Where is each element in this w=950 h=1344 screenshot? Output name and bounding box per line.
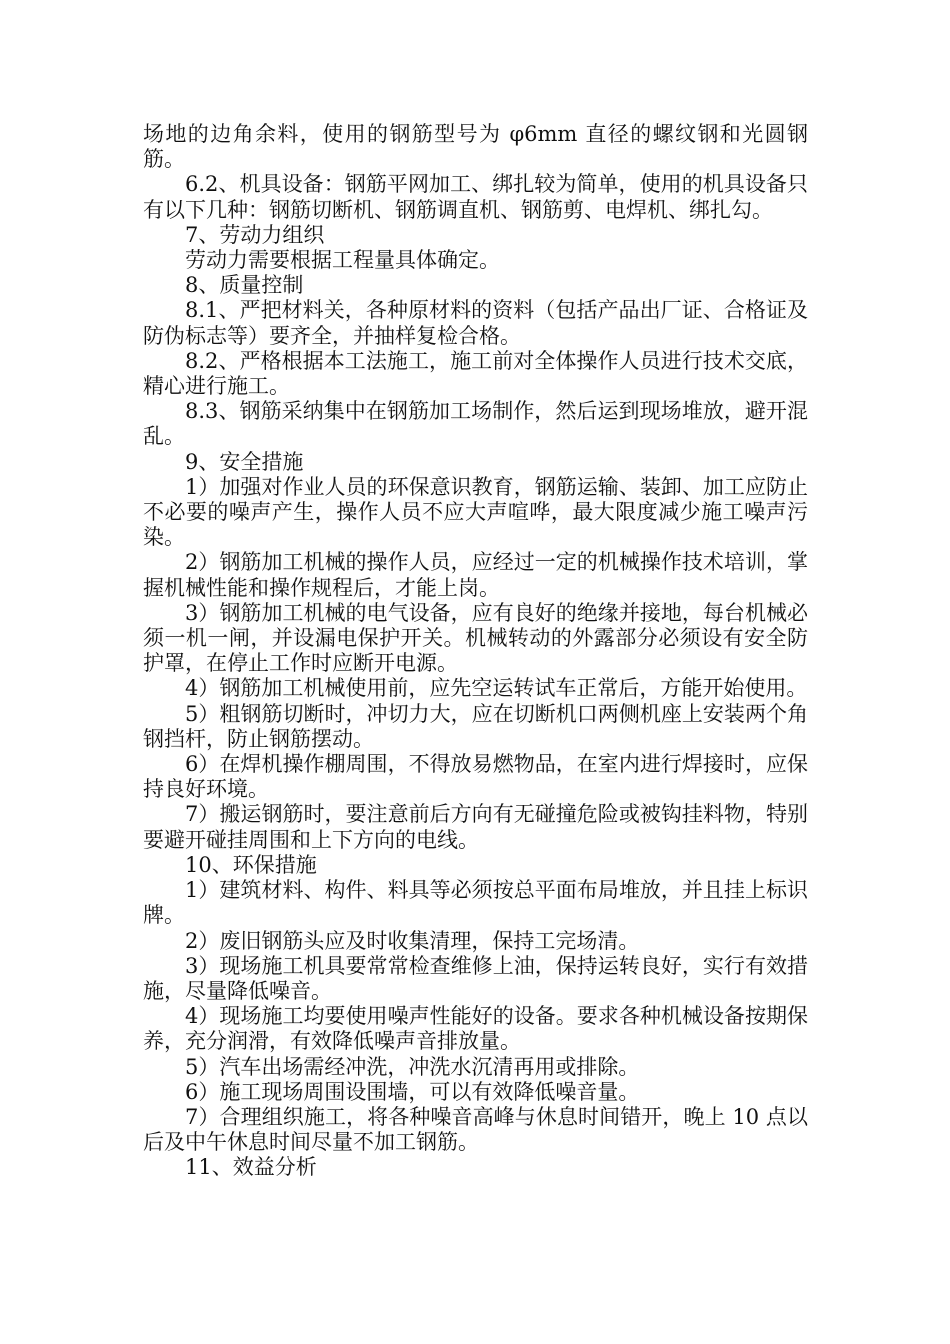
paragraph-labor: 劳动力需要根据工程量具体确定。	[185, 248, 500, 273]
paragraph-env-2: 2）废旧钢筋头应及时收集清理，保持工完场清。	[185, 928, 640, 953]
paragraph-rebar-material-continued: 场地的边角余料，使用的钢筋型号为 φ6mm 直径的螺纹钢和光圆钢筋。	[143, 122, 808, 172]
paragraph-env-5: 5）汽车出场需经冲洗，冲洗水沉清再用或排除。	[185, 1054, 640, 1079]
paragraph-8-2: 8.2、严格根据本工法施工，施工前对全体操作人员进行技术交底，精心进行施工。	[143, 348, 808, 399]
paragraph-8-3: 8.3、钢筋采纳集中在钢筋加工场制作，然后运到现场堆放，避开混乱。	[143, 399, 808, 449]
paragraph-safety-5: 5）粗钢筋切断时，冲切力大，应在切断机口两侧机座上安装两个角钢挡杆，防止钢筋摆动。	[143, 701, 808, 751]
paragraph-safety-3: 3）钢筋加工机械的电气设备，应有良好的绝缘并接地，每台机械必须一机一闸，并设漏电保护开关。机械转动的外露部分必须设有安全防护罩，在停止工作时应断开电源。	[143, 600, 808, 676]
paragraph-safety-1: 1）加强对作业人员的环保意识教育，钢筋运输、装卸、加工应防止不必要的噪声产生，操作人员不应大声喧哗，最大限度减少施工噪声污染。	[143, 474, 808, 550]
paragraph-env-1: 1）建筑材料、构件、料具等必须按总平面布局堆放，并且挂上标识牌。	[143, 878, 808, 928]
paragraph-env-6: 6）施工现场周围设围墙，可以有效降低噪音量。	[185, 1079, 640, 1104]
paragraph-safety-7: 7）搬运钢筋时，要注意前后方向有无碰撞危险或被钩挂料物，特别要避开碰挂周围和上下方向的电线。	[143, 802, 808, 852]
heading-11-benefit: 11、效益分析	[185, 1155, 317, 1180]
paragraph-safety-2: 2）钢筋加工机械的操作人员，应经过一定的机械操作技术培训，掌握机械性能和操作规程后，才能上岗。	[143, 550, 808, 600]
heading-9-safety: 9、安全措施	[185, 449, 304, 474]
paragraph-8-1: 8.1、严把材料关，各种原材料的资料（包括产品出厂证、合格证及防伪标志等）要齐全，并抽样复检合格。	[143, 298, 808, 348]
document-body	[143, 122, 808, 1181]
paragraph-env-4: 4）现场施工均要使用噪声性能好的设备。要求各种机械设备按期保养，充分润滑，有效降低噪声音排放量。	[143, 1004, 808, 1054]
paragraph-6-2-equipment: 6.2、机具设备：钢筋平网加工、绑扎较为简单，使用的机具设备只有以下几种：钢筋切断机、钢筋调直机、钢筋剪、电焊机、绑扎勾。	[143, 172, 808, 222]
heading-7-labor: 7、劳动力组织	[185, 222, 325, 247]
paragraph-safety-6: 6）在焊机操作棚周围，不得放易燃物品，在室内进行焊接时，应保持良好环境。	[143, 752, 808, 802]
heading-10-environment: 10、环保措施	[185, 852, 317, 877]
paragraph-env-3: 3）现场施工机具要常常检查维修上油，保持运转良好，实行有效措施，尽量降低噪音。	[143, 953, 808, 1003]
heading-8-quality: 8、质量控制	[185, 273, 304, 298]
paragraph-env-7: 7）合理组织施工，将各种噪音高峰与休息时间错开，晚上 10 点以后及中午休息时间尽量不加工钢筋。	[143, 1104, 808, 1155]
paragraph-safety-4: 4）钢筋加工机械使用前，应先空运转试车正常后，方能开始使用。	[185, 676, 808, 701]
